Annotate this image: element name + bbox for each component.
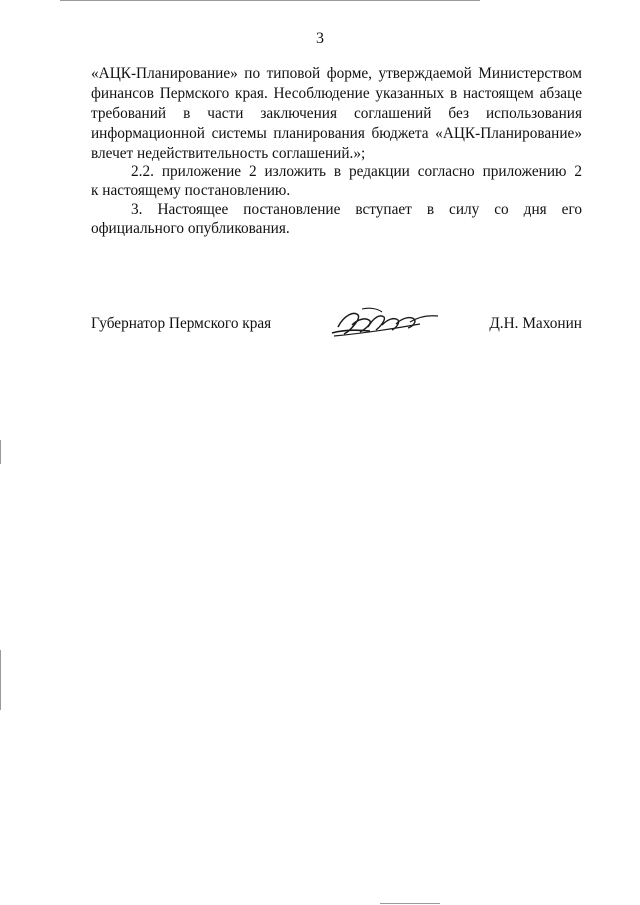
scan-artifact-top [60, 0, 480, 1]
scan-artifact-left-lower [0, 650, 1, 710]
item-3-line-1: 3. Настоящее постановление вступает в силу со дня его [131, 201, 582, 218]
body-line-5: влечет недействительность соглашений.»; [91, 145, 366, 162]
signatory-position: Губернатор Пермского края [91, 315, 272, 332]
body-line-4: информационной системы планирования бюджета «АЦК-Планирование» [91, 125, 582, 142]
signature-block [91, 311, 582, 351]
body-line-1: «АЦК-Планирование» по типовой форме, утверждаемой Министерством [91, 65, 582, 82]
body-line-2: финансов Пермского края. Несоблюдение указанных в настоящем абзаце [91, 85, 582, 102]
item-2-2-line-1: 2.2. приложение 2 изложить в редакции согласно приложению 2 [131, 163, 582, 180]
signatory-name: Д.Н. Махонин [489, 315, 582, 332]
handwritten-signature [326, 303, 446, 343]
item-3-line-2: официального опубликования. [91, 220, 290, 237]
scan-artifact-left [0, 440, 1, 464]
page-number: 3 [316, 30, 324, 47]
body-line-3: требований в части заключения соглашений без использования [91, 105, 582, 122]
item-2-2-line-2: к настоящему постановлению. [91, 182, 291, 199]
scan-artifact-bottom [380, 903, 440, 904]
